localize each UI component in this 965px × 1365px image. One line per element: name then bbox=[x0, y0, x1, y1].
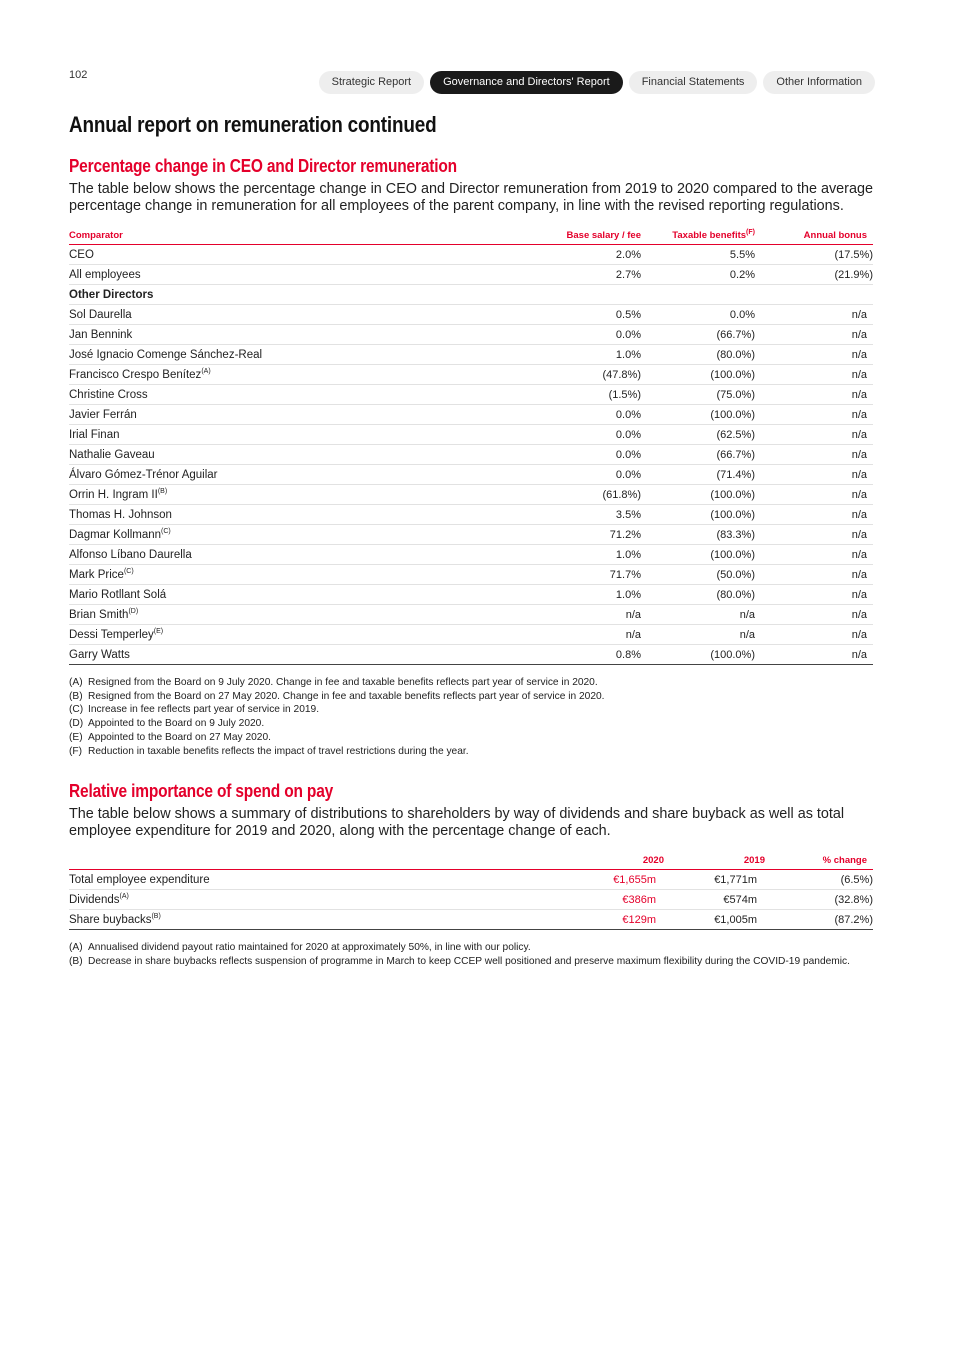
annual-bonus-value: n/a bbox=[851, 368, 867, 381]
table-row bbox=[69, 285, 873, 305]
table-row bbox=[69, 645, 873, 665]
table-row bbox=[69, 505, 873, 525]
footnote-text: Decrease in share buybacks reflects suspension of programme in March to keep CCEP well positioned and preserve maximum flexibility during the COVID-19 pandemic. bbox=[88, 955, 850, 967]
comparator-cell bbox=[69, 645, 544, 665]
annual-bonus-cell bbox=[755, 505, 873, 525]
value-2019: €1,005m bbox=[714, 913, 757, 926]
taxable-benefits-cell bbox=[641, 405, 755, 425]
footnote-text: Annualised dividend payout ratio maintained for 2020 at approximately 50%, in line with our policy. bbox=[88, 942, 531, 954]
tab-strategic-report[interactable]: Strategic Report bbox=[319, 71, 424, 94]
taxable-benefits-value: (100.0%) bbox=[710, 488, 755, 501]
base-salary-cell bbox=[544, 485, 641, 505]
taxable-benefits-cell bbox=[641, 525, 755, 545]
footnote-ref: (C) bbox=[161, 527, 171, 535]
comparator-name: Sol Daurella bbox=[69, 308, 132, 321]
annual-bonus-value: n/a bbox=[851, 408, 867, 421]
annual-bonus-cell bbox=[755, 405, 873, 425]
base-salary-value: 0.8% bbox=[615, 648, 641, 661]
table-row bbox=[69, 465, 873, 485]
taxable-benefits-value: (80.0%) bbox=[716, 588, 755, 601]
footnote bbox=[69, 731, 873, 745]
taxable-benefits-value: 0.2% bbox=[729, 268, 755, 281]
annual-bonus-cell bbox=[755, 385, 873, 405]
annual-bonus-value: n/a bbox=[851, 388, 867, 401]
annual-bonus-cell bbox=[755, 345, 873, 365]
comparator-name: Jan Bennink bbox=[69, 328, 133, 341]
page-number: 102 bbox=[69, 69, 88, 81]
section-nav bbox=[319, 71, 875, 94]
footnote bbox=[69, 955, 873, 969]
footnote-text: Appointed to the Board on 27 May 2020. bbox=[88, 731, 271, 743]
table-row bbox=[69, 305, 873, 325]
footnote-ref: (F) bbox=[746, 228, 755, 236]
taxable-benefits-cell bbox=[641, 305, 755, 325]
base-salary-cell bbox=[544, 625, 641, 645]
comparator-name: Alfonso Líbano Daurella bbox=[69, 548, 192, 561]
comparator-name: Thomas H. Johnson bbox=[69, 508, 172, 521]
footnote bbox=[69, 941, 873, 955]
base-salary-value: 71.2% bbox=[609, 528, 641, 541]
annual-bonus-cell bbox=[755, 465, 873, 485]
comparator-name: Álvaro Gómez-Trénor Aguilar bbox=[69, 468, 218, 481]
item-label: Total employee expenditure bbox=[69, 873, 210, 886]
comparator-cell bbox=[69, 605, 544, 625]
base-salary-cell bbox=[544, 385, 641, 405]
taxable-benefits-cell bbox=[641, 385, 755, 405]
tab-other-information[interactable]: Other Information bbox=[763, 71, 875, 94]
footnote bbox=[69, 745, 873, 759]
taxable-benefits-cell bbox=[641, 265, 755, 285]
percent-change-value: (32.8%) bbox=[834, 893, 873, 906]
comparator-name: Orrin H. Ingram II bbox=[69, 488, 158, 501]
base-salary-value: (1.5%) bbox=[608, 388, 641, 401]
table-row bbox=[69, 565, 873, 585]
col-header-2019: 2019 bbox=[664, 851, 765, 870]
comparator-cell bbox=[69, 565, 544, 585]
table-row bbox=[69, 445, 873, 465]
table-row bbox=[69, 910, 873, 930]
footnote bbox=[69, 676, 873, 690]
remuneration-footnotes bbox=[69, 676, 873, 758]
col-header-2020: 2020 bbox=[564, 851, 664, 870]
base-salary-cell bbox=[544, 645, 641, 665]
taxable-benefits-value: 0.0% bbox=[729, 308, 755, 321]
comparator-name: Javier Ferrán bbox=[69, 408, 137, 421]
base-salary-value: 2.0% bbox=[615, 248, 641, 261]
taxable-benefits-value: (75.0%) bbox=[716, 388, 755, 401]
taxable-benefits-cell bbox=[641, 645, 755, 665]
annual-bonus-cell bbox=[755, 265, 873, 285]
annual-bonus-value: n/a bbox=[851, 308, 867, 321]
footnote-key: (F) bbox=[69, 745, 83, 757]
taxable-benefits-value: (100.0%) bbox=[710, 408, 755, 421]
footnote-text: Increase in fee reflects part year of service in 2019. bbox=[88, 704, 320, 716]
value-2020: €1,655m bbox=[613, 873, 656, 886]
annual-bonus-value: n/a bbox=[851, 488, 867, 501]
annual-bonus-cell bbox=[755, 525, 873, 545]
taxable-benefits-cell bbox=[641, 445, 755, 465]
spend-footnotes bbox=[69, 941, 873, 968]
footnote-key: (B) bbox=[69, 955, 83, 967]
base-salary-cell bbox=[544, 545, 641, 565]
comparator-cell bbox=[69, 425, 544, 445]
comparator-cell bbox=[69, 585, 544, 605]
base-salary-value: 3.5% bbox=[615, 508, 641, 521]
base-salary-cell bbox=[544, 605, 641, 625]
taxable-benefits-cell bbox=[641, 485, 755, 505]
annual-bonus-cell bbox=[755, 325, 873, 345]
table-row bbox=[69, 385, 873, 405]
base-salary-cell bbox=[544, 445, 641, 465]
value-2020: €129m bbox=[622, 913, 656, 926]
annual-bonus-value: n/a bbox=[851, 568, 867, 581]
annual-bonus-value: n/a bbox=[851, 328, 867, 341]
footnote-text: Resigned from the Board on 9 July 2020. Change in fee and taxable benefits reflects part year of service in 2020. bbox=[88, 677, 598, 688]
footnote bbox=[69, 717, 873, 731]
item-label-cell bbox=[69, 910, 564, 930]
annual-bonus-value: (17.5%) bbox=[834, 248, 873, 261]
comparator-name: Nathalie Gaveau bbox=[69, 448, 155, 461]
annual-bonus-cell bbox=[755, 625, 873, 645]
annual-bonus-cell bbox=[755, 305, 873, 325]
tab-governance-and-directors-report[interactable]: Governance and Directors' Report bbox=[430, 71, 623, 94]
taxable-benefits-cell bbox=[641, 245, 755, 265]
comparator-cell bbox=[69, 405, 544, 425]
footnote-ref: (B) bbox=[151, 912, 161, 920]
table-header-row bbox=[69, 851, 873, 870]
item-label-cell bbox=[69, 870, 564, 890]
footnote-key: (C) bbox=[69, 704, 84, 716]
footnote-text: Appointed to the Board on 9 July 2020. bbox=[88, 718, 265, 730]
taxable-benefits-cell bbox=[641, 365, 755, 385]
footnote-ref: (A) bbox=[119, 892, 129, 900]
annual-bonus-cell bbox=[755, 565, 873, 585]
table-row bbox=[69, 405, 873, 425]
remuneration-table-body bbox=[69, 245, 873, 665]
comparator-cell bbox=[69, 625, 544, 645]
section-intro-ceo-remuneration: The table below shows the percentage change in CEO and Director remuneration from 2019 to 2020 compared to the average percentage change in remuneration for all employees of the parent company, in line with the revised reporting regulations. bbox=[69, 181, 873, 214]
annual-bonus-value: n/a bbox=[851, 588, 867, 601]
comparator-name: Brian Smith bbox=[69, 608, 129, 621]
base-salary-cell bbox=[544, 525, 641, 545]
annual-bonus-value: n/a bbox=[851, 648, 867, 661]
footnote bbox=[69, 690, 873, 704]
taxable-benefits-cell bbox=[641, 585, 755, 605]
taxable-benefits-cell bbox=[641, 345, 755, 365]
comparator-cell bbox=[69, 385, 544, 405]
base-salary-cell bbox=[544, 345, 641, 365]
base-salary-value: 1.0% bbox=[615, 588, 641, 601]
taxable-benefits-cell bbox=[641, 285, 755, 305]
comparator-name: CEO bbox=[69, 248, 94, 261]
comparator-cell bbox=[69, 365, 544, 385]
base-salary-value: 0.0% bbox=[615, 448, 641, 461]
taxable-benefits-cell bbox=[641, 605, 755, 625]
comparator-cell bbox=[69, 505, 544, 525]
col-header-percent-change bbox=[765, 851, 873, 870]
comparator-name: Garry Watts bbox=[69, 648, 130, 661]
footnote-ref: (E) bbox=[153, 627, 164, 635]
comparator-cell bbox=[69, 305, 544, 325]
comparator-cell bbox=[69, 465, 544, 485]
base-salary-value: 1.0% bbox=[615, 548, 641, 561]
taxable-benefits-value: n/a bbox=[739, 628, 755, 641]
table-row bbox=[69, 485, 873, 505]
base-salary-value: 0.0% bbox=[615, 468, 641, 481]
base-salary-value: 0.0% bbox=[615, 428, 641, 441]
table-row bbox=[69, 325, 873, 345]
footnote-key: (D) bbox=[69, 718, 84, 730]
comparator-name: Mario Rotllant Solá bbox=[69, 588, 167, 601]
comparator-cell bbox=[69, 345, 544, 365]
item-label: Share buybacks bbox=[69, 913, 152, 926]
taxable-benefits-value: n/a bbox=[739, 608, 755, 621]
base-salary-cell bbox=[544, 465, 641, 485]
base-salary-cell bbox=[544, 305, 641, 325]
col-header-comparator: Comparator bbox=[69, 226, 544, 245]
table-row bbox=[69, 605, 873, 625]
base-salary-value: n/a bbox=[625, 608, 641, 621]
annual-bonus-cell bbox=[755, 445, 873, 465]
remuneration-change-table bbox=[69, 226, 873, 665]
taxable-benefits-value: (83.3%) bbox=[716, 528, 755, 541]
value-2020-cell bbox=[564, 910, 664, 930]
annual-bonus-value: n/a bbox=[851, 348, 867, 361]
comparator-name: Dessi Temperley bbox=[69, 628, 154, 641]
taxable-benefits-cell bbox=[641, 565, 755, 585]
annual-bonus-cell bbox=[755, 585, 873, 605]
section-heading-ceo-remuneration: Percentage change in CEO and Director remuneration bbox=[69, 156, 457, 176]
page-content bbox=[69, 112, 873, 969]
comparator-cell bbox=[69, 285, 544, 305]
table-row bbox=[69, 425, 873, 445]
table-row bbox=[69, 525, 873, 545]
table-row bbox=[69, 345, 873, 365]
annual-bonus-cell bbox=[755, 485, 873, 505]
table-row bbox=[69, 545, 873, 565]
footnote-ref: (C) bbox=[123, 567, 134, 575]
comparator-name: José Ignacio Comenge Sánchez-Real bbox=[69, 348, 263, 361]
base-salary-cell bbox=[544, 245, 641, 265]
col-header-annual-bonus-label: Annual bonus bbox=[803, 229, 867, 241]
value-2019: €574m bbox=[723, 893, 757, 906]
section-intro-spend-on-pay: The table below shows a summary of distributions to shareholders by way of dividends and share buyback as well as total employee expenditure for 2019 and 2020, along with the percentage change of each. bbox=[69, 806, 845, 840]
footnote-key: (B) bbox=[69, 690, 83, 702]
col-header-percent-change-label: % change bbox=[822, 854, 867, 866]
annual-bonus-cell bbox=[755, 365, 873, 385]
annual-bonus-value: n/a bbox=[851, 528, 867, 541]
base-salary-cell bbox=[544, 425, 641, 445]
comparator-cell bbox=[69, 245, 544, 265]
percent-change-cell bbox=[765, 910, 873, 930]
footnote-text: Reduction in taxable benefits reflects the impact of travel restrictions during the year. bbox=[88, 745, 469, 757]
item-label-cell bbox=[69, 890, 564, 910]
value-2019-cell bbox=[664, 890, 765, 910]
annual-bonus-cell bbox=[755, 285, 873, 305]
comparator-name: All employees bbox=[69, 268, 141, 281]
base-salary-value: 2.7% bbox=[615, 268, 641, 281]
table-row bbox=[69, 870, 873, 890]
base-salary-value: 1.0% bbox=[615, 348, 641, 361]
page-title: Annual report on remuneration continued bbox=[69, 112, 437, 137]
table-row bbox=[69, 890, 873, 910]
taxable-benefits-cell bbox=[641, 425, 755, 445]
col-header-taxable-benefits-label: Taxable benefits bbox=[672, 229, 747, 241]
value-2020-cell bbox=[564, 890, 664, 910]
table-row bbox=[69, 585, 873, 605]
annual-bonus-cell bbox=[755, 425, 873, 445]
annual-bonus-cell bbox=[755, 605, 873, 625]
base-salary-cell bbox=[544, 505, 641, 525]
table-row bbox=[69, 625, 873, 645]
base-salary-cell bbox=[544, 585, 641, 605]
table-row bbox=[69, 365, 873, 385]
annual-bonus-value: n/a bbox=[851, 508, 867, 521]
annual-bonus-cell bbox=[755, 645, 873, 665]
annual-bonus-value: n/a bbox=[851, 608, 867, 621]
percent-change-cell bbox=[765, 870, 873, 890]
taxable-benefits-cell bbox=[641, 465, 755, 485]
annual-bonus-cell bbox=[755, 245, 873, 265]
comparator-name: Christine Cross bbox=[69, 388, 148, 401]
comparator-name: Dagmar Kollmann bbox=[69, 528, 162, 541]
taxable-benefits-value: (62.5%) bbox=[716, 428, 755, 441]
col-header-taxable-benefits bbox=[641, 226, 755, 245]
value-2019-cell bbox=[664, 910, 765, 930]
col-header-label bbox=[69, 851, 564, 870]
base-salary-cell bbox=[544, 285, 641, 305]
comparator-cell bbox=[69, 525, 544, 545]
taxable-benefits-value: (80.0%) bbox=[716, 348, 755, 361]
comparator-name: Francisco Crespo Benítez bbox=[69, 368, 202, 381]
spend-on-pay-table bbox=[69, 851, 873, 930]
comparator-cell bbox=[69, 485, 544, 505]
comparator-name: Irial Finan bbox=[69, 428, 120, 441]
value-2019-cell bbox=[664, 870, 765, 890]
taxable-benefits-value: (66.7%) bbox=[716, 448, 755, 461]
base-salary-value: 71.7% bbox=[609, 568, 641, 581]
col-header-base-salary-label: Base salary / fee bbox=[566, 229, 641, 241]
base-salary-value: (47.8%) bbox=[602, 368, 641, 381]
annual-bonus-value: n/a bbox=[851, 448, 867, 461]
annual-bonus-value: n/a bbox=[851, 628, 867, 641]
spend-table-body bbox=[69, 870, 873, 930]
footnote-key: (E) bbox=[69, 731, 83, 743]
comparator-name: Mark Price bbox=[69, 568, 124, 581]
comparator-cell bbox=[69, 325, 544, 345]
base-salary-value: n/a bbox=[625, 628, 641, 641]
taxable-benefits-cell bbox=[641, 505, 755, 525]
footnote-ref: (A) bbox=[201, 367, 211, 375]
taxable-benefits-value: (71.4%) bbox=[716, 468, 755, 481]
base-salary-value: 0.0% bbox=[615, 328, 641, 341]
taxable-benefits-value: (100.0%) bbox=[710, 368, 755, 381]
item-label: Dividends bbox=[69, 893, 120, 906]
table-row bbox=[69, 245, 873, 265]
comparator-cell bbox=[69, 545, 544, 565]
taxable-benefits-value: (50.0%) bbox=[716, 568, 755, 581]
value-2019: €1,771m bbox=[714, 873, 757, 886]
tab-financial-statements[interactable]: Financial Statements bbox=[629, 71, 758, 94]
base-salary-cell bbox=[544, 405, 641, 425]
comparator-name: Other Directors bbox=[69, 288, 154, 301]
taxable-benefits-cell bbox=[641, 545, 755, 565]
annual-bonus-value: n/a bbox=[851, 548, 867, 561]
taxable-benefits-value: 5.5% bbox=[729, 248, 755, 261]
value-2020: €386m bbox=[622, 893, 656, 906]
percent-change-value: (87.2%) bbox=[834, 913, 873, 926]
annual-bonus-cell bbox=[755, 545, 873, 565]
taxable-benefits-cell bbox=[641, 325, 755, 345]
footnote bbox=[69, 703, 873, 717]
table-header-row bbox=[69, 226, 873, 245]
value-2020-cell bbox=[564, 870, 664, 890]
comparator-cell bbox=[69, 265, 544, 285]
taxable-benefits-cell bbox=[641, 625, 755, 645]
base-salary-value: 0.5% bbox=[615, 308, 641, 321]
taxable-benefits-value: (100.0%) bbox=[710, 508, 755, 521]
base-salary-cell bbox=[544, 265, 641, 285]
col-header-annual-bonus bbox=[755, 226, 873, 245]
percent-change-cell bbox=[765, 890, 873, 910]
footnote-ref: (B) bbox=[157, 487, 168, 495]
taxable-benefits-value: (100.0%) bbox=[710, 548, 755, 561]
taxable-benefits-value: (100.0%) bbox=[710, 648, 755, 661]
base-salary-cell bbox=[544, 565, 641, 585]
col-header-base-salary bbox=[544, 226, 641, 245]
annual-bonus-value: n/a bbox=[851, 468, 867, 481]
section-heading-spend-on-pay: Relative importance of spend on pay bbox=[69, 781, 334, 802]
footnote-text: Resigned from the Board on 27 May 2020. Change in fee and taxable benefits reflects part year of service in 2020. bbox=[88, 690, 605, 702]
base-salary-value: (61.8%) bbox=[602, 488, 641, 501]
footnote-key: (A) bbox=[69, 942, 83, 954]
base-salary-cell bbox=[544, 325, 641, 345]
taxable-benefits-value: (66.7%) bbox=[716, 328, 755, 341]
annual-bonus-value: n/a bbox=[851, 428, 867, 441]
footnote-key: (A) bbox=[69, 677, 83, 688]
base-salary-cell bbox=[544, 365, 641, 385]
percent-change-value: (6.5%) bbox=[840, 873, 873, 886]
comparator-cell bbox=[69, 445, 544, 465]
footnote-ref: (D) bbox=[128, 607, 139, 615]
table-row bbox=[69, 265, 873, 285]
base-salary-value: 0.0% bbox=[615, 408, 641, 421]
annual-bonus-value: (21.9%) bbox=[834, 268, 873, 281]
